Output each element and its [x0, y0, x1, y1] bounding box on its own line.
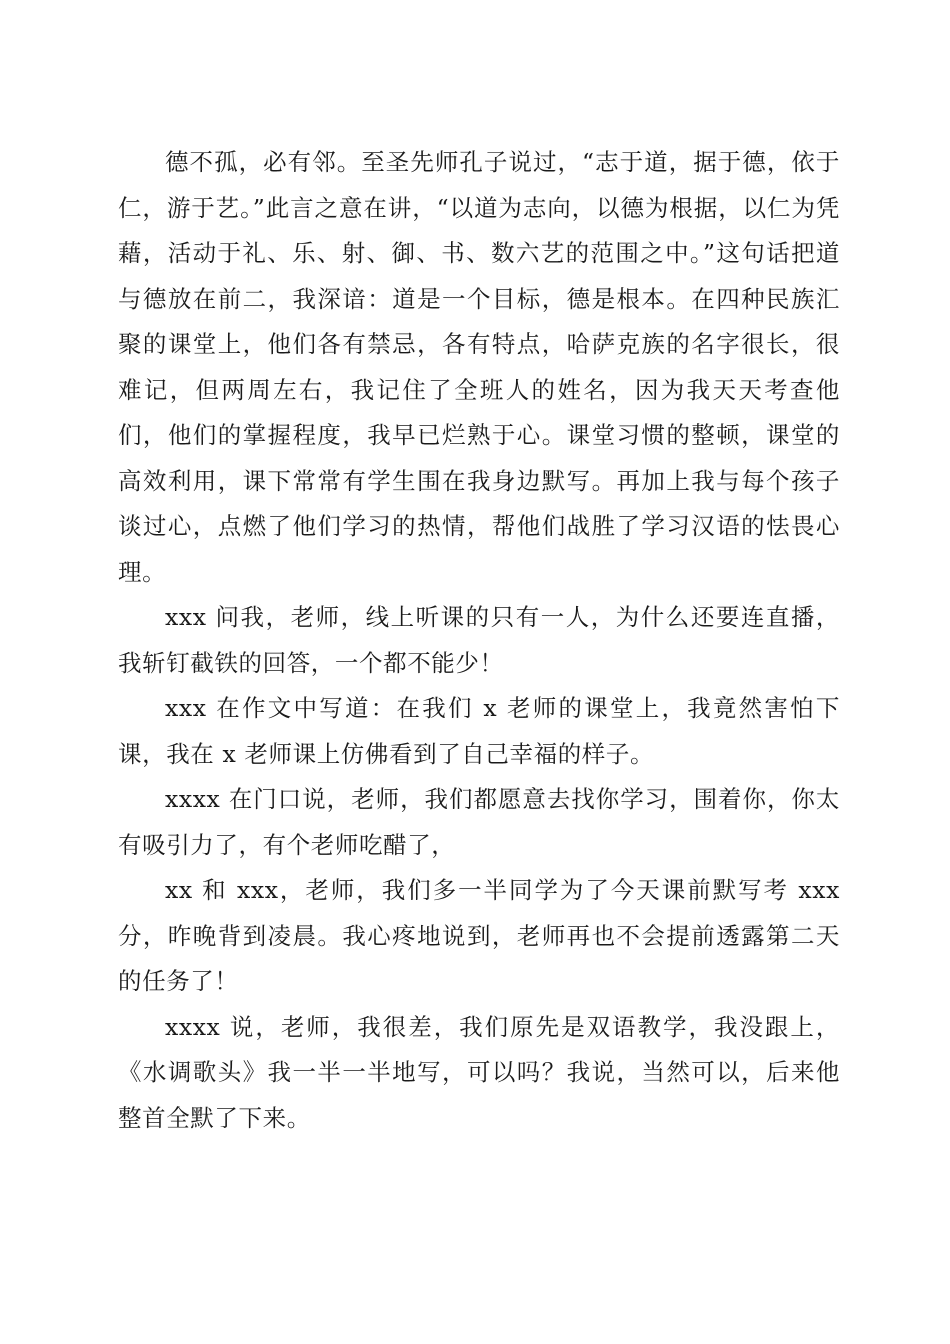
paragraph-composition: xxx 在作文中写道：在我们 x 老师的课堂上，我竟然害怕下课，我在 x 老师课上仿佛看到了自己幸福的样子。	[118, 694, 840, 768]
paragraph-virtue: 德不孤，必有邻。至圣先师孔子说过，“志于道，据于德，依于仁，游于艺。”此言之意在讲，“以道为志向，以德为根据，以仁为凭藉，活动于礼、乐、射、御、书、数六艺的范围之中。”这句话把道与德放在前二，我深谙：道是一个目标，德是根本。在四种民族汇聚的课堂上，他们各有禁忌，各有特点，哈萨克族的名字很长，很难记，但两周左右，我记住了全班人的姓名，因为我天天考查他们，他们的掌握程度，我早已烂熟于心。课堂习惯的整顿，课堂的高效利用，课下常常有学生围在我身边默写。再加上我与每个孩子谈过心，点燃了他们学习的热情，帮他们战胜了学习汉语的怯畏心理。	[118, 148, 840, 586]
paragraph-poem: xxxx 说，老师，我很差，我们原先是双语教学，我没跟上，《水调歌头》我一半一半地写，可以吗？我说，当然可以，后来他整首全默了下来。	[118, 1012, 840, 1132]
paragraph-live-stream: xxx 问我，老师，线上听课的只有一人，为什么还要连直播，我斩钉截铁的回答，一个都不能少！	[118, 603, 840, 677]
paragraph-doorway: xxxx 在门口说，老师，我们都愿意去找你学习，围着你，你太有吸引力了，有个老师吃醋了，	[118, 785, 840, 859]
document-body	[118, 140, 840, 1141]
paragraph-dictation: xx 和 xxx，老师，我们多一半同学为了今天课前默写考 xxx 分，昨晚背到凌晨。我心疼地说到，老师再也不会提前透露第二天的任务了！	[118, 876, 840, 995]
